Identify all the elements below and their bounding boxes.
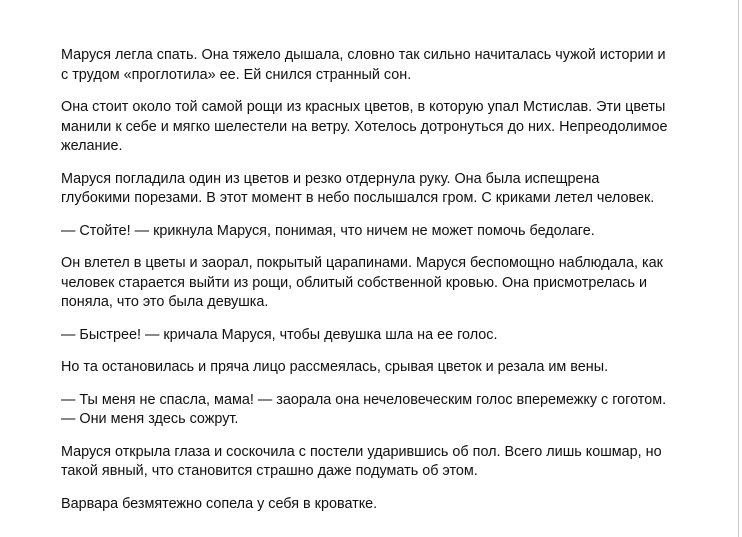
- paragraph-8: — Ты меня не спасла, мама! — заорала она нечеловеческим голос вперемежку с гоготом. — Они меня здесь сожрут.: [61, 391, 667, 427]
- paragraph-4: — Стойте! — крикнула Маруся, понимая, что ничем не может помочь бедолаге.: [61, 222, 595, 239]
- page-edge-divider: [738, 0, 739, 537]
- paragraph-3: Маруся погладила один из цветов и резко отдернула руку. Она была испещрена глубокими порезами. В этот момент в небо послышался гром. С криками летел человек.: [61, 170, 655, 206]
- document-body: [61, 46, 701, 527]
- paragraph-9: Маруся открыла глаза и соскочила с постели ударившись об пол. Всего лишь кошмар, но такой явный, что становится страшно даже подумать об этом.: [61, 443, 662, 479]
- paragraph-1: Маруся легла спать. Она тяжело дышала, словно так сильно начиталась чужой истории и с трудом «проглотила» ее. Ей снился странный сон.: [61, 47, 666, 83]
- paragraph-10: Варвара безмятежно сопела у себя в кроватке.: [61, 495, 378, 512]
- paragraph-5: Он влетел в цветы и заорал, покрытый царапинами. Маруся беспомощно наблюдала, как человек старается выйти из рощи, облитый собственной кровью. Она присмотрелась и поняла, что это была девушка.: [61, 255, 663, 310]
- paragraph-6: — Быстрее! — кричала Маруся, чтобы девушка шла на ее голос.: [61, 326, 498, 343]
- paragraph-2: Она стоит около той самой рощи из красных цветов, в которую упал Мстислав. Эти цветы манили к себе и мягко шелестели на ветру. Хотелось дотронуться до них. Непреодолимое желание.: [61, 99, 668, 154]
- paragraph-7: Но та остановилась и пряча лицо рассмеялась, срывая цветок и резала им вены.: [61, 359, 609, 375]
